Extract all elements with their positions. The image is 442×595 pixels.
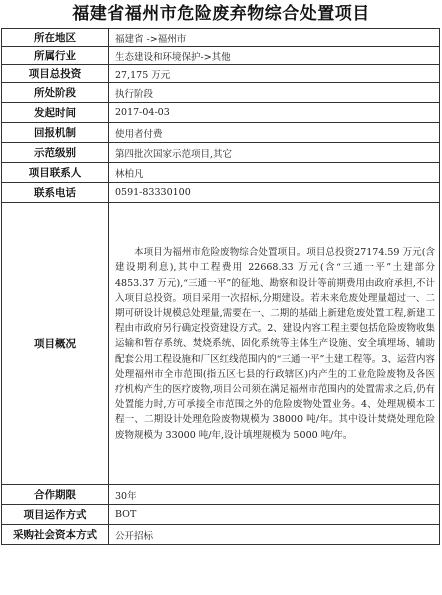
stage-value: 执行阶段	[109, 83, 440, 103]
investment-label: 项目总投资	[2, 65, 109, 83]
row-operation-mode	[2, 505, 440, 525]
overview-label: 项目概况	[2, 203, 109, 485]
row-overview	[2, 203, 440, 485]
launch-time-label: 发起时间	[2, 103, 109, 123]
row-procurement	[2, 525, 440, 545]
row-launch-time	[2, 103, 440, 123]
stage-label: 所处阶段	[2, 83, 109, 103]
location-value: 福建省 ->福州市	[109, 29, 440, 47]
row-phone	[2, 183, 440, 203]
return-mechanism-value: 使用者付费	[109, 123, 440, 143]
phone-label: 联系电话	[2, 183, 109, 203]
operation-mode-label: 项目运作方式	[2, 505, 109, 525]
industry-label: 所属行业	[2, 47, 109, 65]
row-cooperation-period	[2, 485, 440, 505]
project-info-table	[1, 28, 440, 545]
cooperation-period-value: 30年	[109, 485, 440, 505]
industry-value: 生态建设和环境保护->其他	[109, 47, 440, 65]
investment-value: 27,175 万元	[109, 65, 440, 83]
row-investment	[2, 65, 440, 83]
row-return-mechanism	[2, 123, 440, 143]
cooperation-period-label: 合作期限	[2, 485, 109, 505]
procurement-label: 采购社会资本方式	[2, 525, 109, 545]
phone-value: 0591-83330100	[109, 183, 440, 203]
operation-mode-value: BOT	[109, 505, 440, 525]
row-contact	[2, 163, 440, 183]
row-industry	[2, 47, 440, 65]
contact-value: 林柏凡	[109, 163, 440, 183]
overview-value	[109, 203, 440, 485]
row-stage	[2, 83, 440, 103]
contact-label: 项目联系人	[2, 163, 109, 183]
launch-time-value: 2017-04-03	[109, 103, 440, 123]
procurement-value: 公开招标	[109, 525, 440, 545]
document-title: 福建省福州市危险废弃物综合处置项目	[72, 4, 370, 24]
demo-level-value: 第四批次国家示范项目,其它	[109, 143, 440, 163]
row-location	[2, 29, 440, 47]
location-label: 所在地区	[2, 29, 109, 47]
row-demo-level	[2, 143, 440, 163]
demo-level-label: 示范级别	[2, 143, 109, 163]
overview-paragraph: 本项目为福州市危险废物综合处置项目。项目总投资27174.59 万元(含建设期利息),其中工程费用 22668.33 万元(含“三通一平”土建部分 4853.37 万元),“三通一平”的征地、勘察和设计等前期费用由政府承担,不计入项目总投资。项目采用一次招标,分期建设。若未来危废处理量超过一、二期可研设计规模总处理量,需要在一、二期的基础上新建危废处置工程,新建工程由市政府另行确定投资建设方式。2、建设内容工程主要包括危险废物收集运输和暂存系统、焚烧系统、固化系统等主体生产设施、安全填埋场、辅助配套公用工程设施和厂区红线范围内的“三通一平”土建工程等。3、运营内容处理福州市全市范围(指五区七县的行政辖区)内产生的工业危险废物及各医疗机构产生的医疗废物,项目公司须在满足福州市范围内的处置需求之后,仍有处置能力时,方可承接全市范围之外的危险废物处置业务。4、处理规模本工程一、二期设计处理危险废物规模为 38000 吨/年。其中设计焚烧处理危险废物规模为 33000 吨/年,设计填埋规模为 5000 吨/年。	[115, 247, 435, 441]
return-mechanism-label: 回报机制	[2, 123, 109, 143]
